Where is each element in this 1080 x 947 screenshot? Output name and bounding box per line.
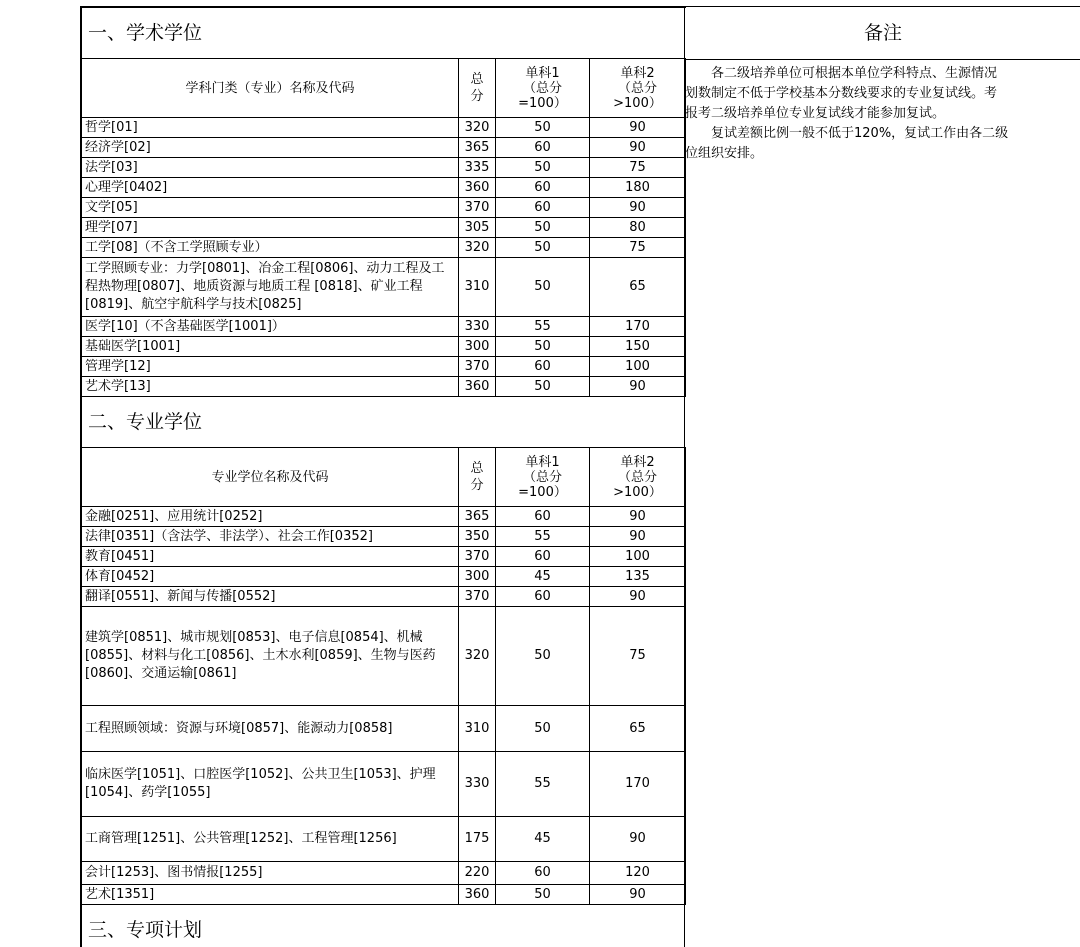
academic-column-header — [82, 59, 686, 118]
row-single1: 45 — [496, 567, 590, 587]
row-single1: 50 — [496, 885, 590, 905]
table-row — [82, 607, 686, 706]
special-section-header — [82, 905, 686, 947]
table-row — [82, 138, 686, 158]
row-total: 360 — [459, 178, 496, 198]
table-row — [82, 587, 686, 607]
row-name: 工程照顾领域：资源与环境[0857]、能源动力[0858] — [82, 706, 459, 752]
table-row — [82, 118, 686, 138]
row-name: 体育[0452] — [82, 567, 459, 587]
row-name: 艺术学[13] — [82, 377, 459, 397]
professional-header-total-text: 总分 — [470, 461, 484, 493]
row-single1: 50 — [496, 218, 590, 238]
professional-rows — [82, 507, 686, 905]
table-row — [82, 198, 686, 218]
table-row — [82, 752, 686, 817]
row-total: 365 — [459, 138, 496, 158]
notes-panel — [684, 6, 1080, 947]
row-total: 320 — [459, 238, 496, 258]
row-total: 370 — [459, 198, 496, 218]
row-name: 哲学[01] — [82, 118, 459, 138]
academic-header-single1 — [496, 59, 590, 118]
row-single2: 90 — [590, 527, 686, 547]
table-row — [82, 507, 686, 527]
row-name: 工学[08]（不含工学照顾专业） — [82, 238, 459, 258]
row-single1: 50 — [496, 607, 590, 706]
row-total: 370 — [459, 587, 496, 607]
table-row — [82, 527, 686, 547]
table-row — [82, 218, 686, 238]
row-single1: 50 — [496, 377, 590, 397]
row-name: 翻译[0551]、新闻与传播[0552] — [82, 587, 459, 607]
notes-body — [685, 60, 1080, 164]
row-total: 310 — [459, 706, 496, 752]
table-row — [82, 377, 686, 397]
row-single2: 120 — [590, 862, 686, 885]
row-single1: 60 — [496, 357, 590, 377]
professional-header-total — [459, 448, 496, 507]
row-single1: 50 — [496, 158, 590, 178]
academic-header-single1-text: 单科1（总分=100） — [518, 65, 567, 111]
row-name: 管理学[12] — [82, 357, 459, 377]
row-total: 370 — [459, 357, 496, 377]
row-single2: 100 — [590, 547, 686, 567]
table-row — [82, 337, 686, 357]
row-single1: 60 — [496, 178, 590, 198]
row-total: 300 — [459, 337, 496, 357]
row-single2: 75 — [590, 158, 686, 178]
row-single2: 90 — [590, 587, 686, 607]
row-total: 320 — [459, 607, 496, 706]
row-single2: 75 — [590, 238, 686, 258]
row-single2: 170 — [590, 752, 686, 817]
row-name: 临床医学[1051]、口腔医学[1052]、公共卫生[1053]、护理[1054]、药学[1055] — [82, 752, 459, 817]
academic-header-single2 — [590, 59, 686, 118]
professional-header-single2-text: 单科2（总分>100） — [613, 454, 662, 500]
notes-line: 各二级培养单位可根据本单位学科特点、生源情况 — [711, 66, 998, 81]
academic-header-name: 学科门类（专业）名称及代码 — [82, 59, 459, 118]
row-total: 335 — [459, 158, 496, 178]
row-total: 310 — [459, 258, 496, 317]
professional-header-single2 — [590, 448, 686, 507]
row-single2: 90 — [590, 885, 686, 905]
row-name: 文学[05] — [82, 198, 459, 218]
score-table-panel — [80, 6, 686, 947]
row-single1: 50 — [496, 238, 590, 258]
notes-line: 位组织安排。 — [685, 146, 764, 161]
row-single1: 60 — [496, 862, 590, 885]
table-row — [82, 547, 686, 567]
notes-line: 报考二级培养单位专业复试线才能参加复试。 — [685, 106, 946, 121]
notes-line: 划数制定不低于学校基本分数线要求的专业复试线。考 — [685, 86, 998, 101]
row-single2: 65 — [590, 258, 686, 317]
academic-header-total — [459, 59, 496, 118]
table-row — [82, 862, 686, 885]
row-name: 艺术[1351] — [82, 885, 459, 905]
row-total: 300 — [459, 567, 496, 587]
row-name: 经济学[02] — [82, 138, 459, 158]
row-single2: 170 — [590, 317, 686, 337]
row-single2: 90 — [590, 138, 686, 158]
professional-column-header — [82, 448, 686, 507]
academic-header-single2-text: 单科2（总分>100） — [613, 65, 662, 111]
row-name: 法学[03] — [82, 158, 459, 178]
row-total: 360 — [459, 377, 496, 397]
row-single2: 75 — [590, 607, 686, 706]
row-total: 330 — [459, 752, 496, 817]
score-table — [81, 7, 686, 947]
notes-line: 复试差额比例一般不低于120%，复试工作由各二级 — [711, 126, 1009, 141]
row-single2: 180 — [590, 178, 686, 198]
row-single2: 90 — [590, 817, 686, 862]
row-single1: 50 — [496, 337, 590, 357]
special-section-title: 三、专项计划 — [82, 905, 686, 947]
row-name: 教育[0451] — [82, 547, 459, 567]
row-name: 心理学[0402] — [82, 178, 459, 198]
row-single2: 65 — [590, 706, 686, 752]
professional-header-single1-text: 单科1（总分=100） — [518, 454, 567, 500]
row-name: 基础医学[1001] — [82, 337, 459, 357]
row-name: 工商管理[1251]、公共管理[1252]、工程管理[1256] — [82, 817, 459, 862]
row-single2: 90 — [590, 377, 686, 397]
row-single1: 60 — [496, 547, 590, 567]
academic-section-header — [82, 8, 686, 59]
row-single2: 135 — [590, 567, 686, 587]
row-name: 理学[07] — [82, 218, 459, 238]
professional-section-title: 二、专业学位 — [82, 397, 686, 448]
table-row — [82, 885, 686, 905]
row-single2: 90 — [590, 507, 686, 527]
row-name: 医学[10]（不含基础医学[1001]） — [82, 317, 459, 337]
professional-section-header — [82, 397, 686, 448]
table-row — [82, 567, 686, 587]
row-single2: 90 — [590, 118, 686, 138]
row-total: 330 — [459, 317, 496, 337]
professional-header-name: 专业学位名称及代码 — [82, 448, 459, 507]
table-row — [82, 317, 686, 337]
row-single1: 60 — [496, 198, 590, 218]
row-total: 305 — [459, 218, 496, 238]
row-total: 320 — [459, 118, 496, 138]
row-single2: 90 — [590, 198, 686, 218]
row-single2: 100 — [590, 357, 686, 377]
professional-header-single1 — [496, 448, 590, 507]
row-total: 360 — [459, 885, 496, 905]
table-row — [82, 238, 686, 258]
row-single1: 55 — [496, 752, 590, 817]
row-single1: 55 — [496, 317, 590, 337]
row-single1: 50 — [496, 118, 590, 138]
row-name: 会计[1253]、图书情报[1255] — [82, 862, 459, 885]
row-single1: 50 — [496, 258, 590, 317]
row-single1: 60 — [496, 507, 590, 527]
table-row — [82, 706, 686, 752]
row-single1: 50 — [496, 706, 590, 752]
row-total: 220 — [459, 862, 496, 885]
row-total: 365 — [459, 507, 496, 527]
row-single2: 150 — [590, 337, 686, 357]
row-total: 370 — [459, 547, 496, 567]
row-total: 175 — [459, 817, 496, 862]
table-row — [82, 817, 686, 862]
row-single2: 80 — [590, 218, 686, 238]
notes-title: 备注 — [685, 7, 1080, 60]
table-row — [82, 357, 686, 377]
academic-section-title: 一、学术学位 — [82, 8, 686, 59]
row-total: 350 — [459, 527, 496, 547]
row-single1: 60 — [496, 138, 590, 158]
table-row — [82, 258, 686, 317]
academic-rows — [82, 118, 686, 397]
row-name: 工学照顾专业：力学[0801]、冶金工程[0806]、动力工程及工程热物理[0807]、地质资源与地质工程 [0818]、矿业工程[0819]、航空宇航科学与技术[0825] — [82, 258, 459, 317]
row-name: 金融[0251]、应用统计[0252] — [82, 507, 459, 527]
academic-header-total-text: 总分 — [470, 72, 484, 104]
row-single1: 45 — [496, 817, 590, 862]
row-single1: 60 — [496, 587, 590, 607]
score-sheet — [80, 6, 1080, 947]
table-row — [82, 158, 686, 178]
table-row — [82, 178, 686, 198]
row-name: 法律[0351]（含法学、非法学）、社会工作[0352] — [82, 527, 459, 547]
row-single1: 55 — [496, 527, 590, 547]
row-name: 建筑学[0851]、城市规划[0853]、电子信息[0854]、机械[0855]、材料与化工[0856]、土木水利[0859]、生物与医药[0860]、交通运输[0861] — [82, 607, 459, 706]
